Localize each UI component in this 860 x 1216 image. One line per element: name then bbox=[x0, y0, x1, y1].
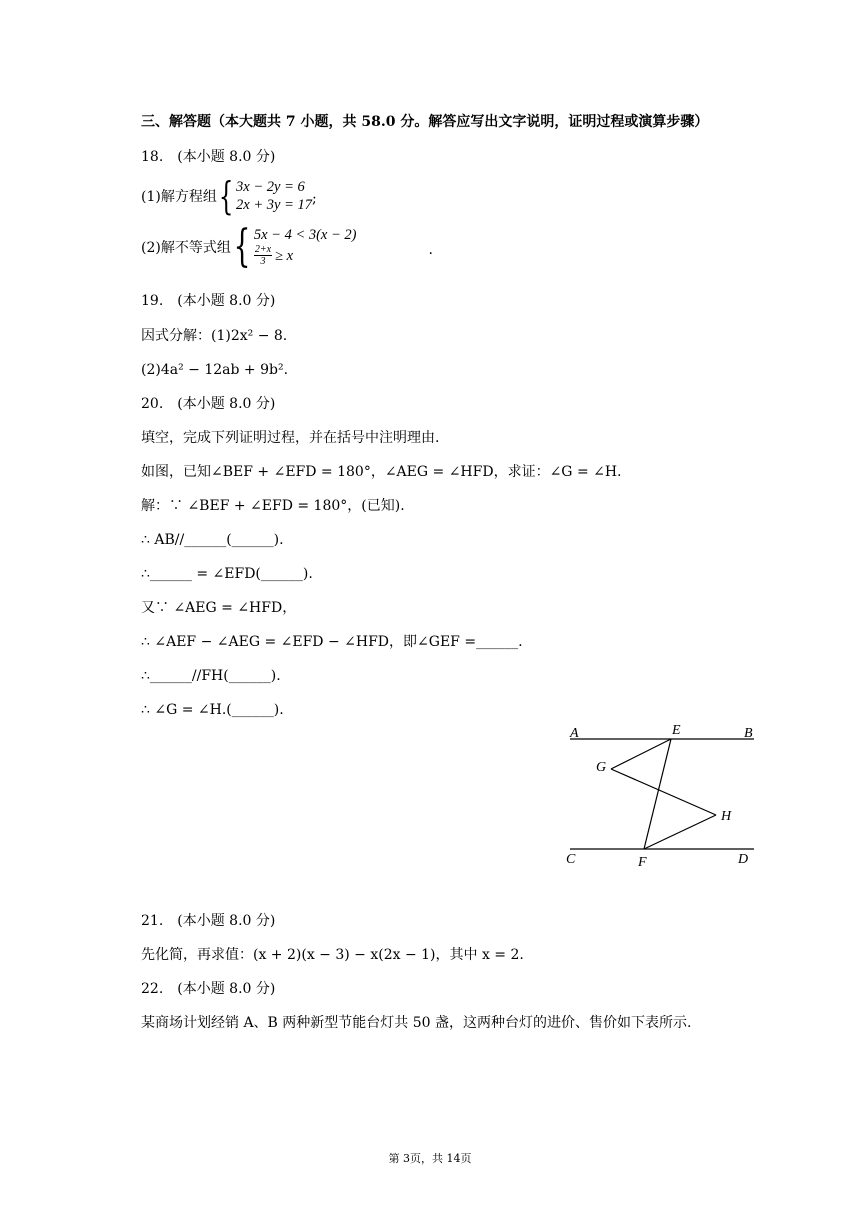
q20-header: 20. (本小题 8.0 分) bbox=[141, 396, 276, 412]
q20-step7: ∴ ∠G = ∠H.(______). bbox=[141, 702, 284, 718]
q22-header: 22. (本小题 8.0 分) bbox=[141, 981, 276, 997]
q18-part1-end: ; bbox=[311, 191, 317, 207]
q20-given: 如图，已知∠BEF + ∠EFD = 180°，∠AEG = ∠HFD，求证：∠G = ∠H. bbox=[141, 464, 622, 480]
q18-part2-label: (2)解不等式组 bbox=[141, 239, 231, 256]
fraction-numerator: 2+x bbox=[254, 244, 272, 255]
label-a: A bbox=[570, 726, 579, 741]
label-c: C bbox=[566, 852, 576, 867]
q20-step4: 又∵ ∠AEG = ∠HFD， bbox=[141, 600, 297, 616]
q21-header: 21. (本小题 8.0 分) bbox=[141, 913, 276, 929]
q18-part1 bbox=[141, 174, 317, 218]
label-b: B bbox=[744, 726, 753, 741]
label-f: F bbox=[638, 855, 647, 870]
q18-part1-eq1: 3x − 2y = 6 bbox=[236, 179, 305, 195]
q20-step2: ∴ AB//______(______). bbox=[141, 532, 284, 548]
q18-part1-label: (1)解方程组 bbox=[141, 189, 217, 205]
q19-line1: 因式分解：(1)2x² − 8. bbox=[141, 328, 288, 344]
q20-step1: 解：∵ ∠BEF + ∠EFD = 180°，(已知). bbox=[141, 498, 405, 514]
segment-hf bbox=[644, 815, 716, 849]
geometry-figure bbox=[560, 718, 760, 878]
q18-part1-eq2: 2x + 3y = 17 bbox=[236, 197, 312, 213]
page-footer: 第 3页，共 14页 bbox=[388, 1152, 472, 1165]
brace-icon: { bbox=[233, 220, 251, 272]
q22-text: 某商场计划经销 A、B 两种新型节能台灯共 50 盏，这两种台灯的进价、售价如下表所示. bbox=[141, 1015, 692, 1031]
q20-step5: ∴ ∠AEF − ∠AEG = ∠EFD − ∠HFD，即∠GEF =______. bbox=[141, 634, 523, 650]
fraction-denominator: 3 bbox=[260, 256, 266, 267]
q18-part2-eq1: 5x − 4 < 3(x − 2) bbox=[253, 227, 357, 243]
section-title: 三、解答题（本大题共 7 小题，共 58.0 分。解答应写出文字说明，证明过程或演算步骤） bbox=[141, 114, 709, 130]
brace-icon: { bbox=[218, 174, 234, 218]
q18-part2-end: . bbox=[428, 241, 433, 258]
label-g: G bbox=[596, 760, 607, 775]
label-h: H bbox=[721, 809, 732, 824]
q19-line2: (2)4a² − 12ab + 9b². bbox=[141, 362, 289, 378]
q20-intro: 填空，完成下列证明过程，并在括号中注明理由. bbox=[141, 430, 440, 446]
segment-gh bbox=[611, 769, 716, 815]
q18-header: 18. (本小题 8.0 分) bbox=[141, 149, 276, 165]
label-e: E bbox=[672, 723, 681, 738]
fraction bbox=[254, 244, 272, 267]
q20-step6: ∴______//FH(______). bbox=[141, 668, 281, 684]
q20-step3: ∴______ = ∠EFD(______). bbox=[141, 566, 313, 582]
q19-header: 19. (本小题 8.0 分) bbox=[141, 293, 276, 309]
q18-part2-eq2-rest: ≥ x bbox=[275, 247, 294, 264]
q21-text: 先化简，再求值：(x + 2)(x − 3) − x(2x − 1)，其中 x = 2. bbox=[141, 947, 524, 963]
q18-part2 bbox=[141, 220, 433, 272]
label-d: D bbox=[738, 852, 749, 867]
segment-eg bbox=[611, 739, 671, 769]
